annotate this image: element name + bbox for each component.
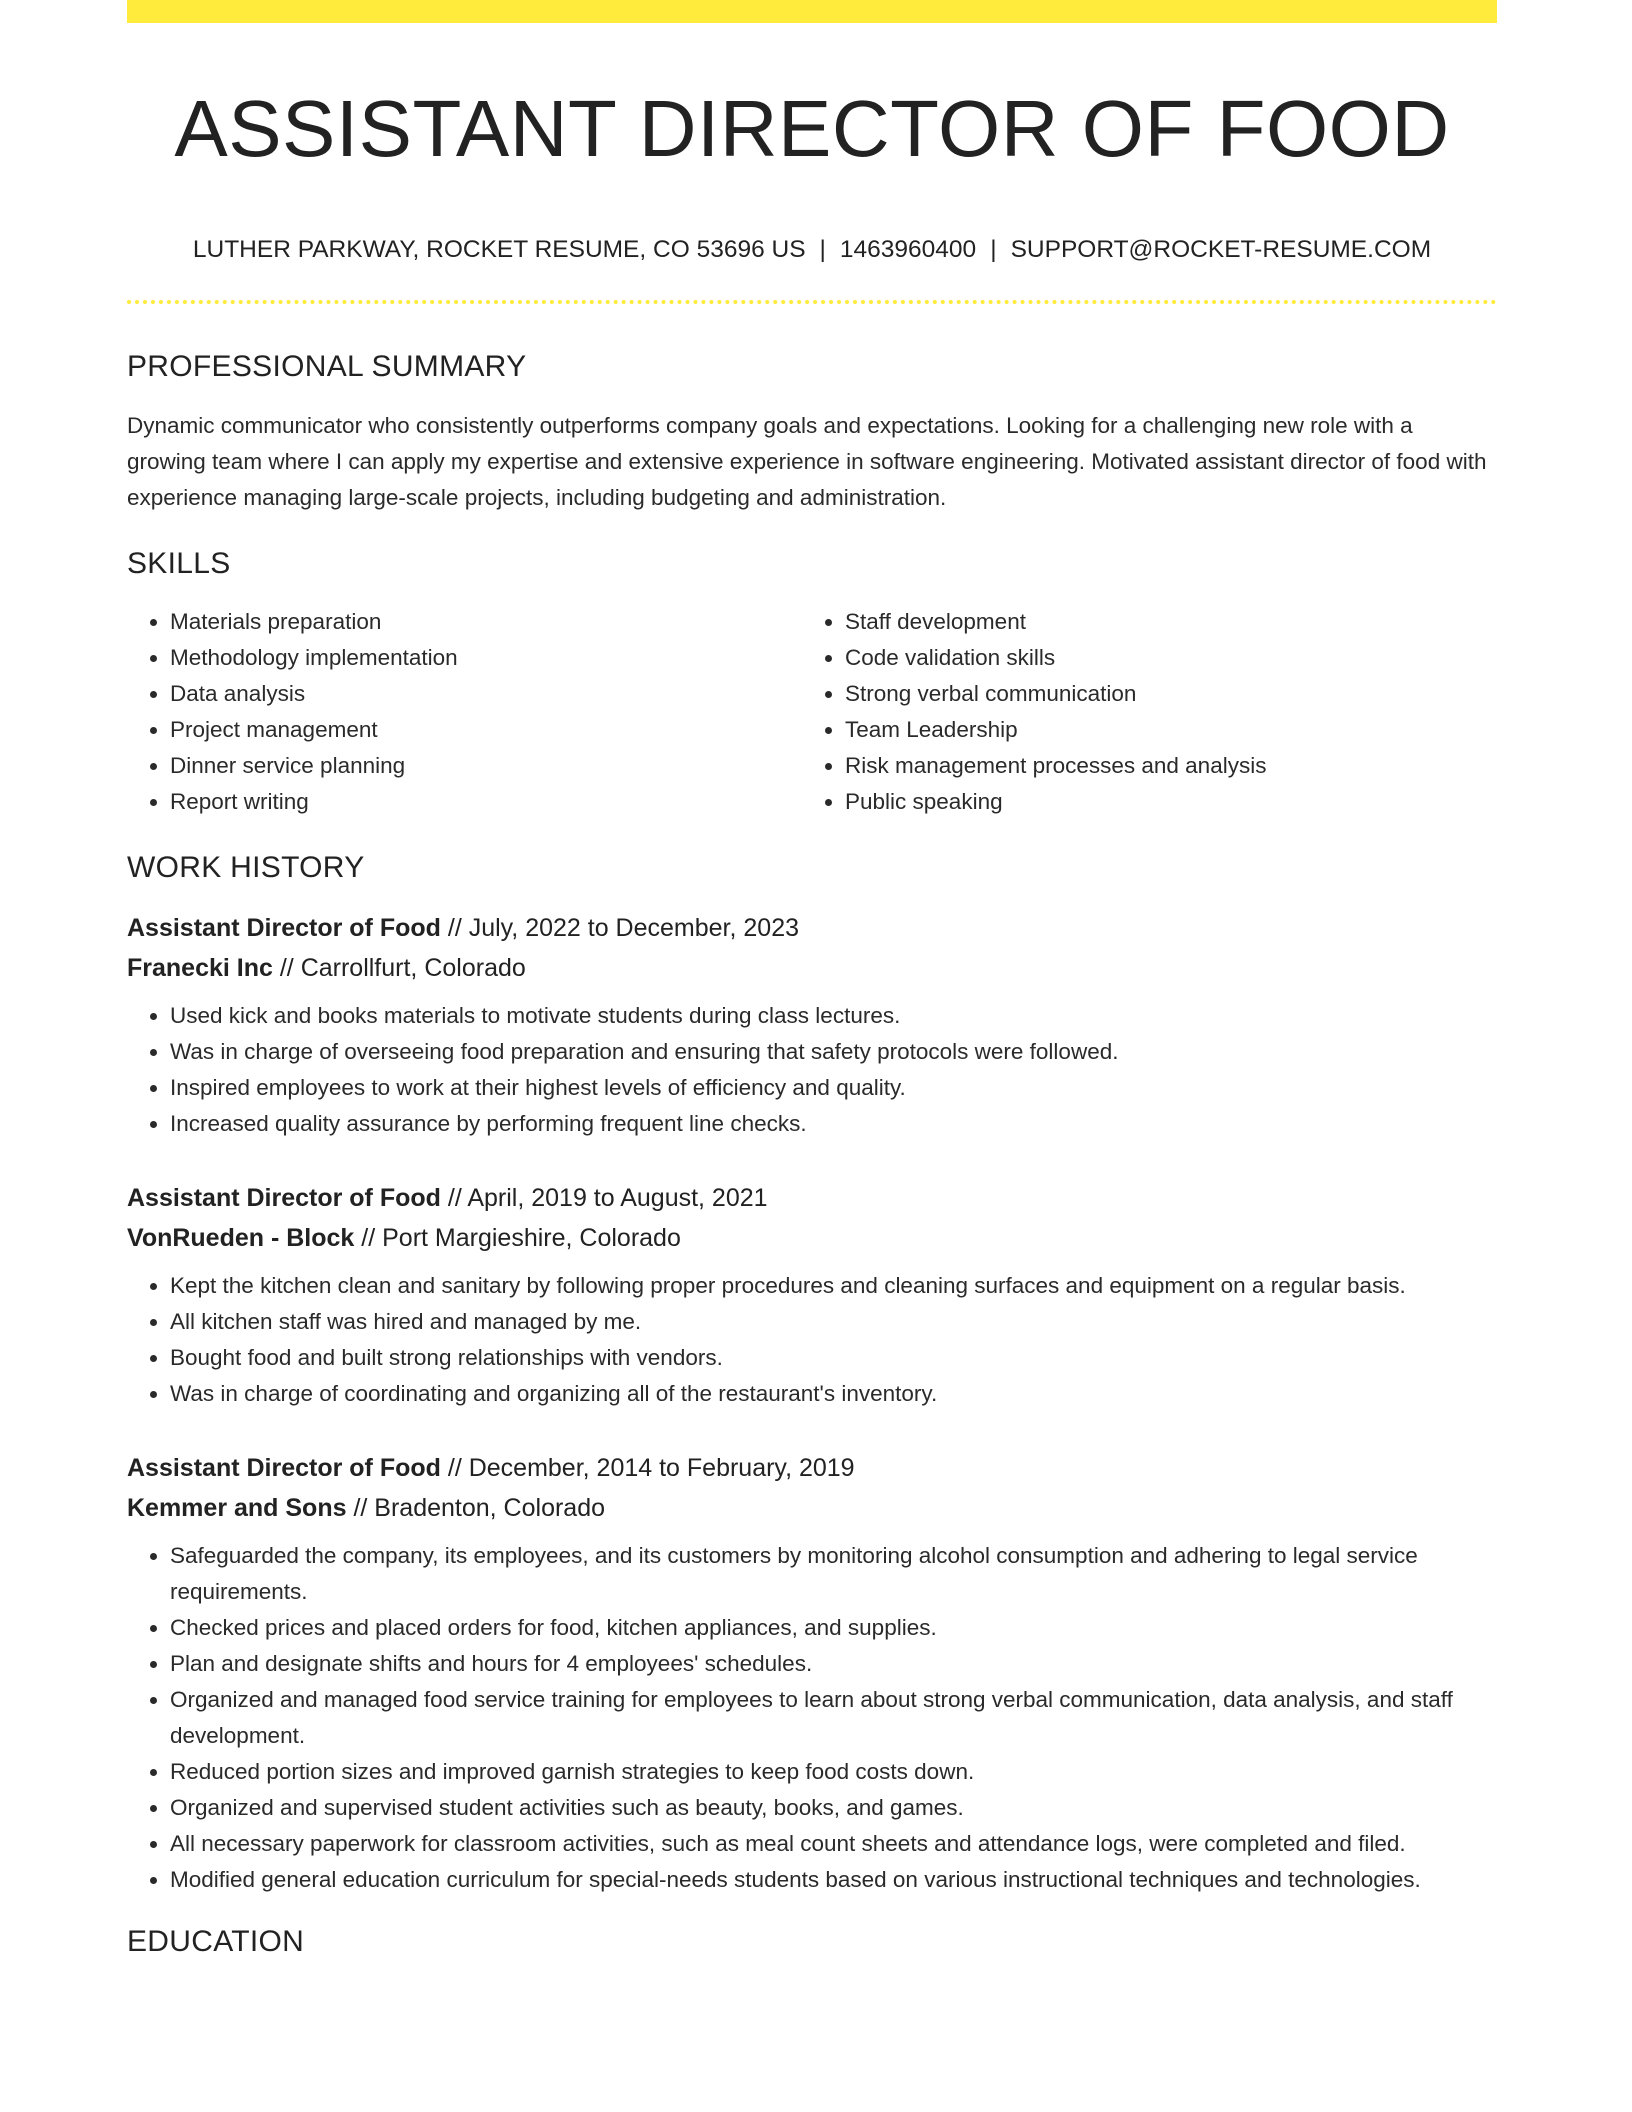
skill-item: • Code validation skills [845, 640, 1477, 676]
resume-page [127, 0, 1497, 1960]
skill-item: • Dinner service planning [170, 748, 802, 784]
skill-item: • Data analysis [170, 676, 802, 712]
job-bullets [127, 1538, 1497, 1898]
skill-item: • Project management [170, 712, 802, 748]
job-company-line [127, 1218, 1497, 1258]
job-role: Assistant Director of Food [127, 914, 441, 943]
list-item: • Was in charge of coordinating and organizing all of the restaurant's inventory. [170, 1376, 1497, 1412]
job-dates: // July, 2022 to December, 2023 [440, 914, 800, 943]
top-accent-bar [127, 0, 1497, 23]
list-item: • Was in charge of overseeing food preparation and ensuring that safety protocols were followed. [170, 1034, 1497, 1070]
contact-separator: | [990, 236, 997, 263]
skill-item: • Strong verbal communication [845, 676, 1477, 712]
job-entry [127, 1448, 1497, 1898]
list-item: • Safeguarded the company, its employees, and its customers by monitoring alcohol consumption and adhering to legal service requirements. [170, 1538, 1497, 1610]
list-item: • All necessary paperwork for classroom activities, such as meal count sheets and attendance logs, were completed and filed. [170, 1826, 1497, 1862]
job-role: Assistant Director of Food [127, 1454, 441, 1483]
education-heading: EDUCATION [127, 1925, 305, 1959]
job-company: Franecki Inc [127, 954, 273, 983]
skills-column-left [127, 604, 802, 820]
job-bullets [127, 998, 1497, 1142]
dotted-divider [127, 300, 1497, 304]
job-location: // Carrollfurt, Colorado [272, 954, 526, 983]
job-location: // Port Margieshire, Colorado [354, 1224, 681, 1253]
job-company: VonRueden - Block [127, 1224, 355, 1253]
job-company: Kemmer and Sons [127, 1494, 347, 1523]
contact-address: LUTHER PARKWAY, ROCKET RESUME, CO 53696 US [192, 236, 806, 263]
contact-separator: | [819, 236, 826, 263]
job-role-line [127, 1448, 1497, 1488]
skill-item: • Methodology implementation [170, 640, 802, 676]
job-company-line [127, 1488, 1497, 1528]
job-role-line [127, 908, 1497, 948]
list-item: • All kitchen staff was hired and managed by me. [170, 1304, 1497, 1340]
job-bullets [127, 1268, 1497, 1412]
list-item: • Organized and managed food service training for employees to learn about strong verbal communication, data analysis, and staff development. [170, 1682, 1497, 1754]
job-dates: // December, 2014 to February, 2019 [440, 1454, 855, 1483]
job-company-line [127, 948, 1497, 988]
skill-item: • Public speaking [845, 784, 1477, 820]
skills-heading: SKILLS [127, 547, 231, 581]
list-item: • Checked prices and placed orders for food, kitchen appliances, and supplies. [170, 1610, 1497, 1646]
summary-text: Dynamic communicator who consistently outperforms company goals and expectations. Looking for a challenging new role with a growing team where I can apply my expertise and extensive experience in software engineering. Motivated assistant director of food with experience managing large-scale projects, including budgeting and administration. [127, 413, 1487, 511]
list-item: • Inspired employees to work at their highest levels of efficiency and quality. [170, 1070, 1497, 1106]
skills-column-right [802, 604, 1477, 820]
job-location: // Bradenton, Colorado [346, 1494, 606, 1523]
skill-item: • Report writing [170, 784, 802, 820]
skill-item: • Risk management processes and analysis [845, 748, 1477, 784]
list-item: • Used kick and books materials to motivate students during class lectures. [170, 998, 1497, 1034]
work-history-heading: WORK HISTORY [127, 851, 365, 885]
list-item: • Organized and supervised student activities such as beauty, books, and games. [170, 1790, 1497, 1826]
skill-item: • Materials preparation [170, 604, 802, 640]
skill-item: • Staff development [845, 604, 1477, 640]
list-item: • Plan and designate shifts and hours for 4 employees' schedules. [170, 1646, 1497, 1682]
contact-phone: 1463960400 [839, 236, 977, 263]
list-item: • Modified general education curriculum for special-needs students based on various instructional techniques and technologies. [170, 1862, 1497, 1898]
list-item: • Bought food and built strong relationships with vendors. [170, 1340, 1497, 1376]
job-role: Assistant Director of Food [127, 1184, 441, 1213]
job-entry [127, 908, 1497, 1142]
page-title: ASSISTANT DIRECTOR OF FOOD [174, 84, 1450, 173]
skill-item: • Team Leadership [845, 712, 1477, 748]
skills-list [127, 604, 1497, 820]
job-role-line [127, 1178, 1497, 1218]
list-item: • Kept the kitchen clean and sanitary by following proper procedures and cleaning surfaces and equipment on a regular basis. [170, 1268, 1497, 1304]
contact-email: SUPPORT@ROCKET-RESUME.COM [1010, 236, 1432, 263]
job-dates: // April, 2019 to August, 2021 [440, 1184, 768, 1213]
list-item: • Increased quality assurance by performing frequent line checks. [170, 1106, 1497, 1142]
summary-heading: PROFESSIONAL SUMMARY [127, 350, 527, 384]
job-entry [127, 1178, 1497, 1412]
list-item: • Reduced portion sizes and improved garnish strategies to keep food costs down. [170, 1754, 1497, 1790]
contact-line [127, 235, 1497, 264]
